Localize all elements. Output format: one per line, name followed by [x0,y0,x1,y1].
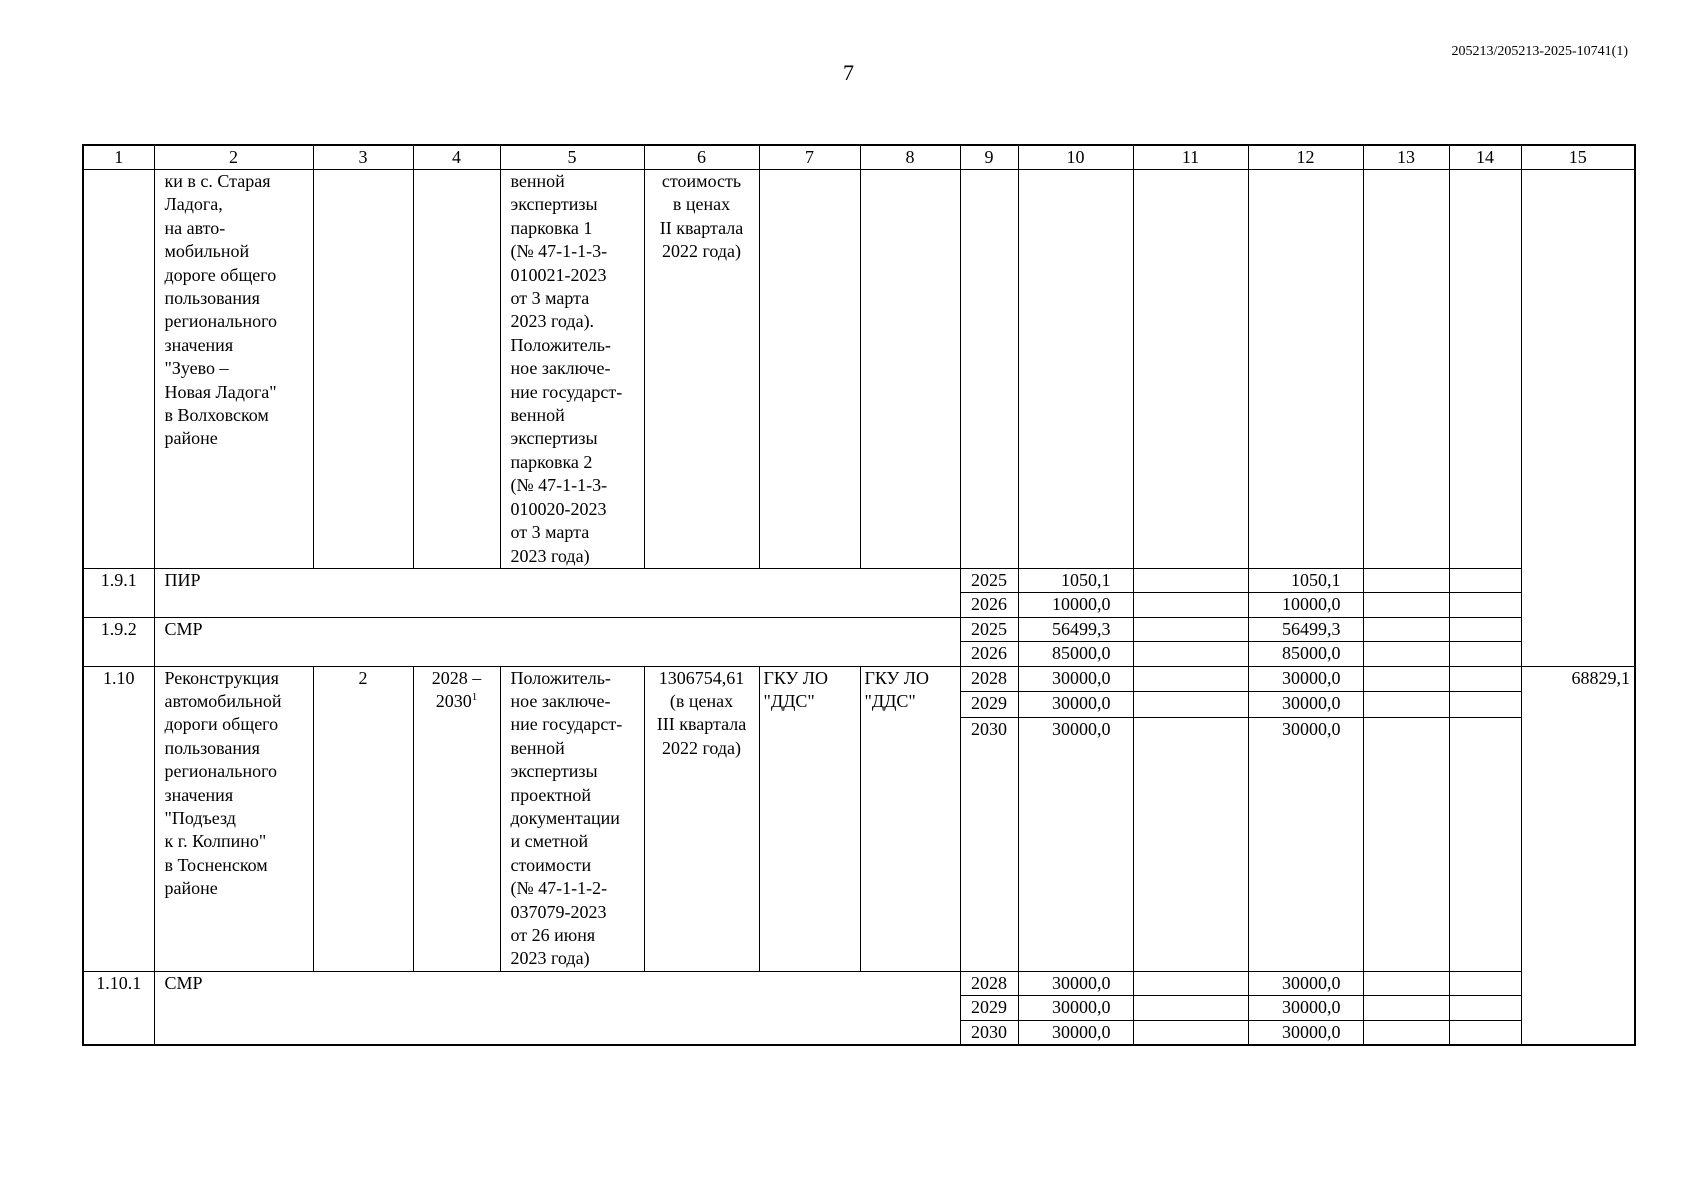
cell-total: 30000,0 [1018,971,1133,995]
cell-empty [413,170,500,569]
cell-empty [1363,692,1449,718]
cell-year: 2029 [960,692,1018,718]
cell-regional: 30000,0 [1248,971,1363,995]
cell-empty [1449,593,1521,617]
cell-expertise: венной экспертизы парковка 1 (№ 47-1-1-3- 010021-2023 от 3 марта 2023 года). Положитель- ное заключе- ние государст- венной экспертизы парковка 2 (№ 47-1-1-3- 010020-2023 от 3 марта 2023 года) [500,170,644,569]
cell-empty [1363,593,1449,617]
cell-empty [1363,617,1449,641]
cell-total: 30000,0 [1018,717,1133,971]
cell-empty [1449,617,1521,641]
cell-empty [1449,1020,1521,1045]
cell-empty [1133,1020,1248,1045]
cell-year: 2025 [960,617,1018,641]
cell-total: 30000,0 [1018,996,1133,1020]
cell-empty [1449,568,1521,592]
cell-num: 1.10.1 [83,971,154,1045]
cell-regional: 30000,0 [1248,996,1363,1020]
cell-col15-1-10: 68829,1 [1521,666,1635,1045]
footnote-mark: 1 [471,690,478,703]
cell-empty [1363,717,1449,971]
cell-expertise: Положитель- ное заключе- ние государст- венной экспертизы проектной документации и сметной стоимости (№ 47-1-1-2- 037079-2023 от 26 июня 2023 года) [500,666,644,971]
cell-year: 2026 [960,642,1018,666]
cell-regional: 30000,0 [1248,666,1363,692]
cell-empty [1449,666,1521,692]
cell-empty [1133,971,1248,995]
cell-num [83,170,154,569]
cell-year: 2030 [960,717,1018,971]
col-header-1: 1 [83,145,154,170]
col-header-2: 2 [154,145,313,170]
cell-developer: ГКУ ЛО "ДДС" [860,666,960,971]
cell-num: 1.9.1 [83,568,154,617]
cell-cost: 1306754,61 (в ценах III квартала 2022 года) [644,666,759,971]
cell-year: 2030 [960,1020,1018,1045]
cell-empty [1133,170,1248,569]
cell-empty [1133,666,1248,692]
cell-empty [759,170,860,569]
cell-empty [860,170,960,569]
cell-year: 2028 [960,971,1018,995]
cell-subitem-name: СМР [154,971,960,1045]
cell-num: 1.9.2 [83,617,154,666]
col-header-11: 11 [1133,145,1248,170]
cell-empty [1449,692,1521,718]
cell-empty [1018,170,1133,569]
cell-empty [1133,642,1248,666]
cell-subitem-name: СМР [154,617,960,666]
cell-year: 2028 [960,666,1018,692]
table-row-1-9-1 [83,568,1635,592]
cell-total: 30000,0 [1018,1020,1133,1045]
program-table [82,144,1636,1046]
cell-power: 2 [313,666,413,971]
cell-customer: ГКУ ЛО "ДДС" [759,666,860,971]
cell-regional: 1050,1 [1248,568,1363,592]
col-header-10: 10 [1018,145,1133,170]
cell-total: 30000,0 [1018,692,1133,718]
table-row-1-10 [83,666,1635,692]
table-row-1-9-continued [83,170,1635,569]
cell-object-name: Реконструкция автомобильной дороги общего пользования регионального значения "Подъезд к г. Колпино" в Тосненском районе [154,666,313,971]
table-row-1-9-2 [83,617,1635,641]
cell-empty [1363,170,1449,569]
column-number-row [83,145,1635,170]
col-header-8: 8 [860,145,960,170]
cell-col15-1-9 [1521,170,1635,667]
cell-year: 2025 [960,568,1018,592]
col-header-15: 15 [1521,145,1635,170]
cell-regional: 30000,0 [1248,717,1363,971]
col-header-9: 9 [960,145,1018,170]
cell-cost: стоимость в ценах II квартала 2022 года) [644,170,759,569]
cell-year: 2029 [960,996,1018,1020]
cell-empty [1248,170,1363,569]
cell-empty [313,170,413,569]
cell-empty [1449,971,1521,995]
col-header-13: 13 [1363,145,1449,170]
cell-year: 2026 [960,593,1018,617]
col-header-4: 4 [413,145,500,170]
col-header-3: 3 [313,145,413,170]
cell-total: 56499,3 [1018,617,1133,641]
page-number: 7 [843,60,854,85]
cell-empty [1449,642,1521,666]
cell-empty [1133,692,1248,718]
period-text: 2028 – 2030 [431,667,482,711]
cell-empty [1449,717,1521,971]
cell-total: 30000,0 [1018,666,1133,692]
cell-empty [1133,568,1248,592]
cell-empty [1133,996,1248,1020]
col-header-14: 14 [1449,145,1521,170]
cell-empty [1133,617,1248,641]
cell-regional: 85000,0 [1248,642,1363,666]
document-id: 205213/205213-2025-10741(1) [1451,44,1628,59]
cell-total: 1050,1 [1018,568,1133,592]
cell-empty [960,170,1018,569]
col-header-7: 7 [759,145,860,170]
table-row-1-10-1 [83,971,1635,995]
cell-regional: 30000,0 [1248,692,1363,718]
col-header-6: 6 [644,145,759,170]
cell-regional: 56499,3 [1248,617,1363,641]
cell-empty [1363,996,1449,1020]
col-header-5: 5 [500,145,644,170]
cell-total: 10000,0 [1018,593,1133,617]
cell-empty [1363,971,1449,995]
cell-empty [1133,717,1248,971]
cell-empty [1363,1020,1449,1045]
cell-regional: 30000,0 [1248,1020,1363,1045]
cell-empty [1449,170,1521,569]
cell-regional: 10000,0 [1248,593,1363,617]
cell-object-name: ки в с. Старая Ладога, на авто- мобильной дороге общего пользования регионального значения "Зуево – Новая Ладога" в Волховском районе [154,170,313,569]
col-header-12: 12 [1248,145,1363,170]
cell-subitem-name: ПИР [154,568,960,617]
cell-empty [1363,666,1449,692]
cell-empty [1363,642,1449,666]
cell-total: 85000,0 [1018,642,1133,666]
cell-empty [1363,568,1449,592]
cell-empty [1133,593,1248,617]
cell-period [413,666,500,971]
cell-empty [1449,996,1521,1020]
cell-num: 1.10 [83,666,154,971]
